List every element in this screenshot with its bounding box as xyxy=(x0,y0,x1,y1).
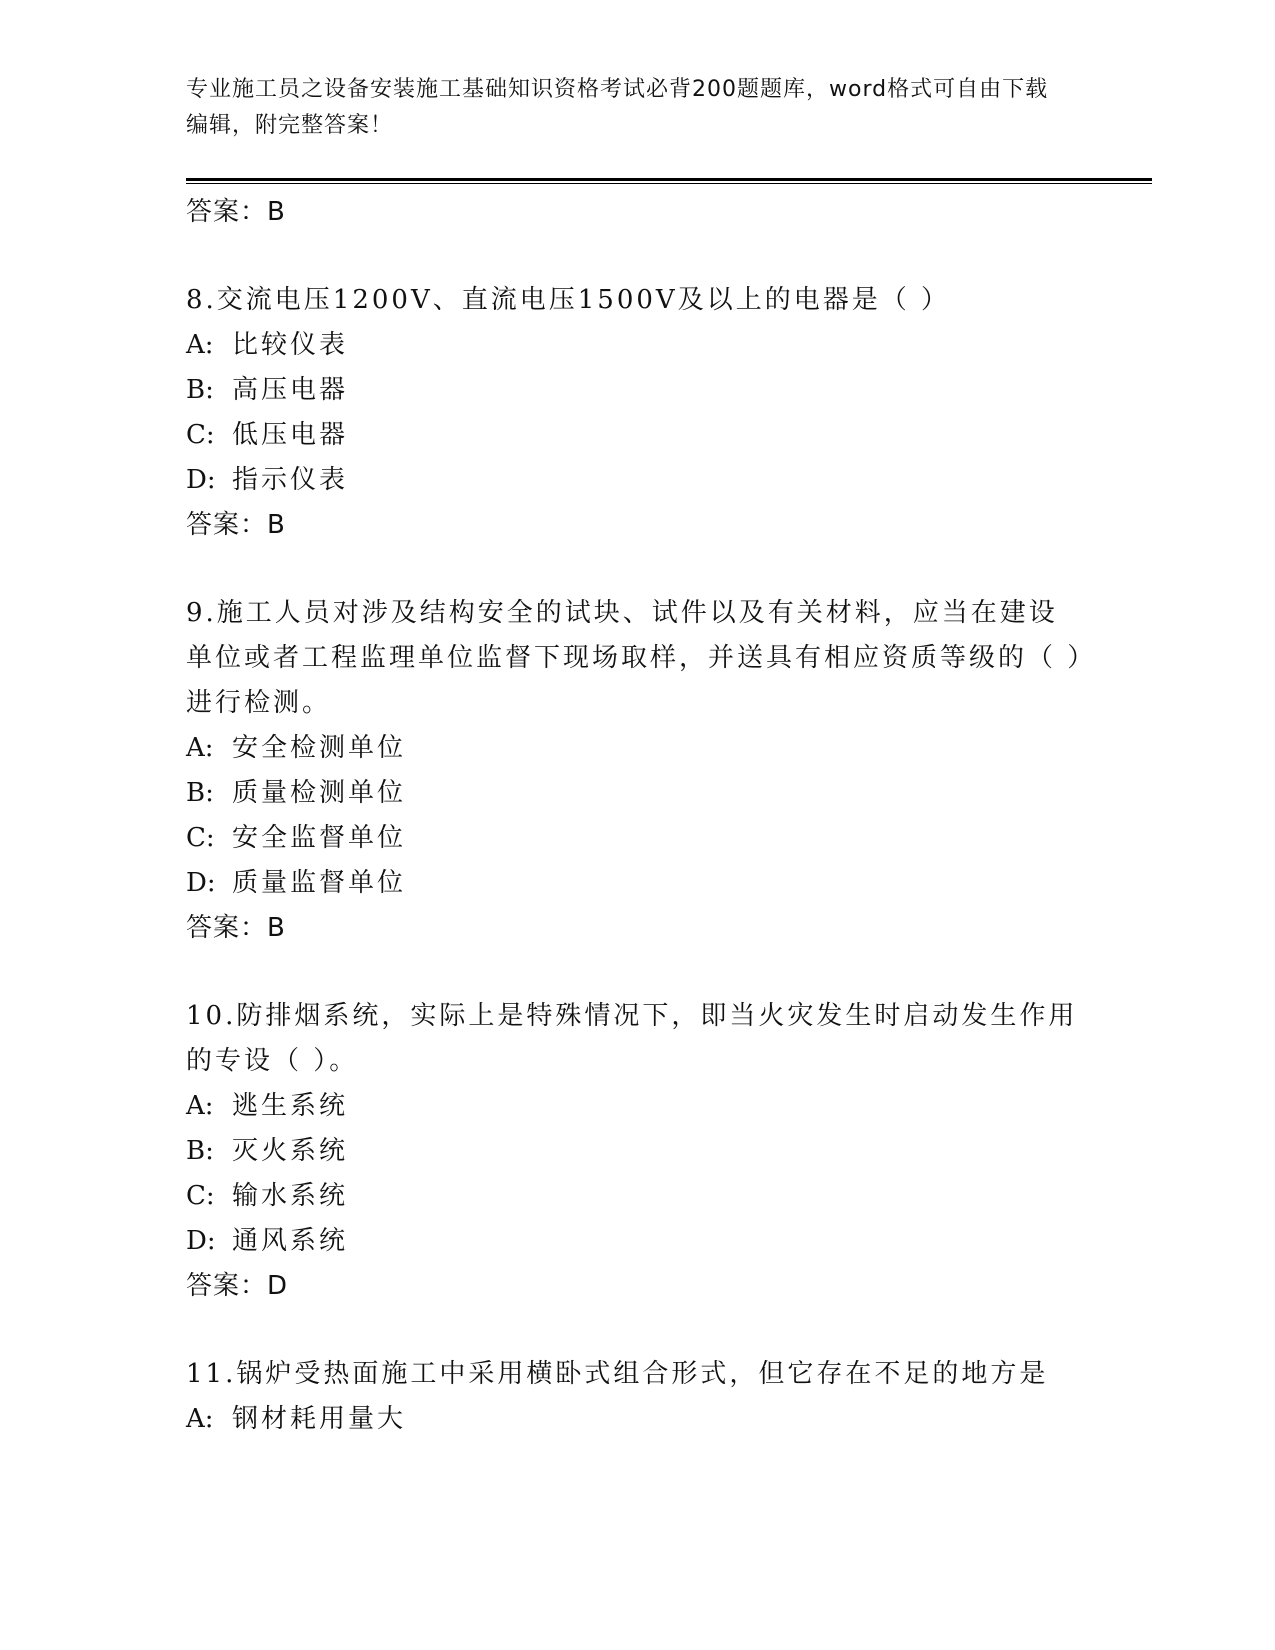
answer-line: 答案：B xyxy=(186,197,286,227)
question-stem: 11.锅炉受热面施工中采用横卧式组合形式，但它存在不足的地方是 xyxy=(186,1359,1049,1389)
option-text: 指示仪表 xyxy=(232,465,349,495)
answer-line: 答案：D xyxy=(186,1271,289,1301)
option-b xyxy=(186,368,1086,413)
option-a xyxy=(186,1084,1086,1129)
option-letter: A: xyxy=(186,1091,214,1121)
option-letter: A: xyxy=(186,1404,214,1434)
header-divider-thin xyxy=(186,183,1152,184)
option-text: 安全检测单位 xyxy=(232,733,407,763)
question-9 xyxy=(186,591,1086,951)
option-b xyxy=(186,771,1086,816)
option-d xyxy=(186,861,1086,906)
option-c xyxy=(186,816,1086,861)
option-text: 比较仪表 xyxy=(232,330,349,360)
option-d xyxy=(186,458,1086,503)
option-a xyxy=(186,1397,1086,1442)
option-text: 通风系统 xyxy=(232,1226,349,1256)
option-d xyxy=(186,1219,1086,1264)
option-text: 安全监督单位 xyxy=(232,823,407,853)
option-letter: B: xyxy=(186,375,214,405)
header-divider-thick xyxy=(186,178,1152,181)
option-a xyxy=(186,323,1086,368)
option-text: 质量监督单位 xyxy=(232,868,407,898)
option-c xyxy=(186,413,1086,458)
question-stem: 9.施工人员对涉及结构安全的试块、试件以及有关材料，应当在建设单位或者工程监理单位监督下现场取样，并送具有相应资质等级的（ ）进行检测。 xyxy=(186,598,1084,718)
option-a xyxy=(186,726,1086,771)
option-text: 灭火系统 xyxy=(232,1136,349,1166)
option-text: 低压电器 xyxy=(232,420,349,450)
page-header: 专业施工员之设备安装施工基础知识资格考试必背200题题库，word格式可自由下载编辑，附完整答案！ xyxy=(186,77,1049,138)
answer-line: 答案：B xyxy=(186,913,286,943)
option-letter: B: xyxy=(186,778,214,808)
option-letter: C: xyxy=(186,1181,215,1211)
option-letter: C: xyxy=(186,823,215,853)
option-letter: C: xyxy=(186,420,215,450)
question-10 xyxy=(186,994,1086,1309)
option-text: 输水系统 xyxy=(232,1181,349,1211)
option-text: 质量检测单位 xyxy=(232,778,407,808)
option-letter: B: xyxy=(186,1136,214,1166)
question-stem: 8.交流电压1200V、直流电压1500V及以上的电器是（ ） xyxy=(186,285,950,315)
option-letter: A: xyxy=(186,733,214,763)
option-letter: A: xyxy=(186,330,214,360)
option-c xyxy=(186,1174,1086,1219)
option-text: 高压电器 xyxy=(232,375,349,405)
option-letter: D: xyxy=(186,465,216,495)
option-text: 钢材耗用量大 xyxy=(232,1404,407,1434)
question-list xyxy=(186,190,1086,1442)
option-text: 逃生系统 xyxy=(232,1091,349,1121)
option-b xyxy=(186,1129,1086,1174)
answer-line: 答案：B xyxy=(186,510,286,540)
option-letter: D: xyxy=(186,868,216,898)
question-11 xyxy=(186,1352,1086,1442)
question-8 xyxy=(186,278,1086,548)
question-stem: 10.防排烟系统，实际上是特殊情况下，即当火灾发生时启动发生作用的专设（ ）。 xyxy=(186,1001,1078,1076)
option-letter: D: xyxy=(186,1226,216,1256)
